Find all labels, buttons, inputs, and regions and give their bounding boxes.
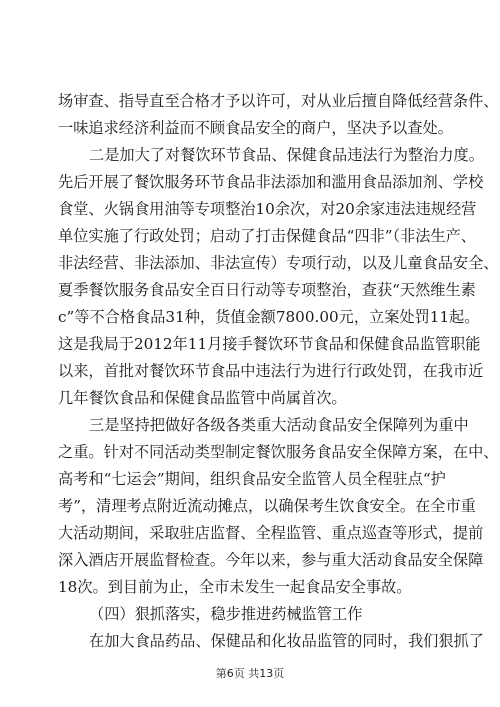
text-line: 几年餐饮食品和保健食品监管中尚属首次。 xyxy=(58,389,347,407)
text-line: 非法经营、非法添加、非法宣传）专项行动，以及儿童食品安全、 xyxy=(58,254,499,272)
paragraph-start-line: 二是加大了对餐饮环节食品、保健食品违法行为整治力度。 xyxy=(89,146,484,164)
text-line: 大活动期间，采取驻店监督、全程监管、重点巡查等形式，提前 xyxy=(58,524,484,542)
text-line: 场审查、指导直至合格才予以许可，对从业后擅自降低经营条件、 xyxy=(58,92,499,110)
text-line: 单位实施了行政处罚；启动了打击保健食品“四非”（非法生产、 xyxy=(58,227,476,245)
page-number-footer: 第6页 共13页 xyxy=(215,667,285,680)
text-line: 考”，清理考点附近流动摊点，以确保考生饮食安全。在全市重 xyxy=(58,497,476,515)
text-line: 高考和“七运会”期间，组织食品安全监管人员全程驻点“护 xyxy=(58,470,446,488)
text-line: 一味追求经济利益而不顾食品安全的商户，坚决予以查处。 xyxy=(58,119,453,137)
text-line: 18次。到目前为止，全市未发生一起食品安全事故。 xyxy=(58,578,412,596)
body-text xyxy=(58,88,499,655)
section-heading: （四）狠抓落实，稳步推进药械监管工作 xyxy=(89,605,363,623)
text-line: 先后开展了餐饮服务环节食品非法添加和滥用食品添加剂、学校 xyxy=(58,173,484,191)
text-line: 之重。针对不同活动类型制定餐饮服务食品安全保障方案，在中、 xyxy=(58,443,499,461)
paragraph-start-line: 在加大食品药品、保健品和化妆品监管的同时，我们狠抓了 xyxy=(89,632,484,650)
paragraph-start-line: 三是坚持把做好各级各类重大活动食品安全保障列为重中 xyxy=(89,416,469,434)
text-line: 这是我局于2012年11月接手餐饮环节食品和保健食品监管职能 xyxy=(58,335,481,353)
text-line: 深入酒店开展监督检查。今年以来，参与重大活动食品安全保障 xyxy=(58,551,484,569)
text-line: 夏季餐饮服务食品安全百日行动等专项整治，查获“天然维生素 xyxy=(58,281,476,299)
text-line: 食堂、火锅食用油等专项整治10余次，对20余家违法违规经营 xyxy=(58,200,477,218)
text-line: 以来，首批对餐饮环节食品中违法行为进行行政处罚，在我市近 xyxy=(58,362,484,380)
text-line: c”等不合格食品31种，货值金额7800.00元，立案处罚11起。 xyxy=(58,308,480,326)
